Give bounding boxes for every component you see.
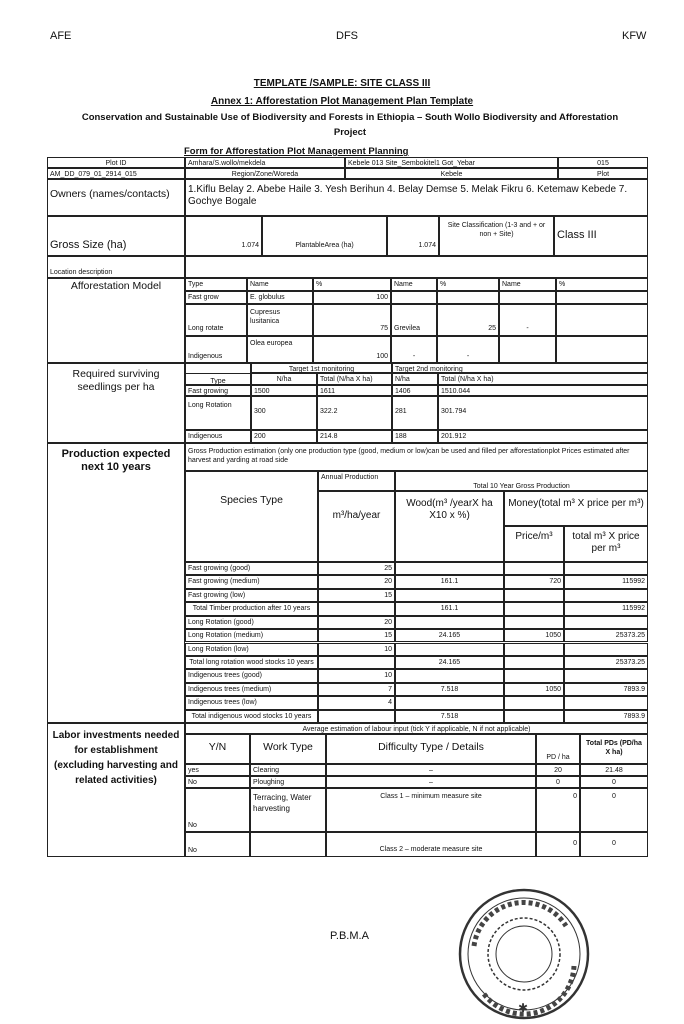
production-row-annual: 15 — [318, 629, 395, 642]
production-row-price: 720 — [504, 575, 564, 588]
production-label: Production expected next 10 years — [47, 443, 185, 723]
production-row-total — [564, 669, 648, 682]
production-row-total: 115992 — [564, 602, 648, 615]
production-row-total — [564, 696, 648, 709]
aff-row-name1: Olea europea — [247, 336, 313, 363]
doc-title: TEMPLATE /SAMPLE: SITE CLASS III — [253, 78, 431, 89]
production-row-wood: 7.518 — [395, 710, 504, 723]
labor-row-detail: – — [326, 764, 536, 776]
production-row-wood: 24.165 — [395, 656, 504, 669]
production-row-annual — [318, 602, 395, 615]
aff-row-pct1: 75 — [313, 304, 391, 336]
wood-header: Wood(m³ /yearX ha X10 x %) — [395, 491, 504, 562]
aff-header-pct3: % — [556, 278, 648, 291]
seedlings-label: Required surviving seedlings per ha — [47, 363, 185, 443]
production-row-species: Indigenous trees (good) — [185, 669, 318, 682]
seed-row-n2: 281 — [392, 396, 438, 430]
labor-row-total: 21.48 — [580, 764, 648, 776]
difficulty-header: Difficulty Type / Details — [326, 734, 536, 764]
production-row-wood: 24.165 — [395, 629, 504, 642]
production-row-species: Indigenous trees (medium) — [185, 683, 318, 696]
production-row-price: 1050 — [504, 629, 564, 642]
production-row-wood: 7.518 — [395, 683, 504, 696]
labor-row-yn: No — [185, 776, 250, 788]
production-row-species: Indigenous trees (low) — [185, 696, 318, 709]
aff-row-type: Fast grow — [185, 291, 247, 304]
header-left: AFE — [50, 30, 72, 42]
labor-row-detail: Class 1 – minimum measure site — [326, 788, 536, 832]
price-header: Price/m³ — [504, 526, 564, 562]
production-row-price: 1050 — [504, 683, 564, 696]
signature-text: P.B.M.A — [330, 930, 369, 942]
production-row-total: 7893.9 — [564, 683, 648, 696]
aff-header-type: Type — [185, 278, 247, 291]
production-row-species: Fast growing (medium) — [185, 575, 318, 588]
seed-row-type: Long Rotation — [185, 396, 251, 430]
header-center: DFS — [336, 30, 358, 42]
aff-row-name2 — [391, 291, 437, 304]
production-row-annual: 25 — [318, 562, 395, 575]
seed-row-t2: 301.794 — [438, 396, 648, 430]
seed-row-n1: 300 — [251, 396, 317, 430]
production-row-price — [504, 669, 564, 682]
aff-row-name1: E. globulus — [247, 291, 313, 304]
plantable-area-value: 1.074 — [387, 216, 439, 256]
production-row-species: Total long rotation wood stocks 10 years — [185, 656, 318, 669]
annex-title: Annex 1: Afforestation Plot Management Plan Template — [210, 96, 474, 107]
labor-row-detail: – — [326, 776, 536, 788]
labor-row-pd: 0 — [536, 776, 580, 788]
kebele-value: Kebele 013 Site_Sembokitel1 Got_Yebar — [345, 157, 558, 168]
form-title: Form for Afforestation Plot Management Planning — [184, 146, 409, 157]
seed-row-n2: 188 — [392, 430, 438, 443]
aff-row-pct1: 100 — [313, 336, 391, 363]
work-type-header: Work Type — [250, 734, 326, 764]
plot-value: 015 — [558, 157, 648, 168]
production-row-total: 7893.9 — [564, 710, 648, 723]
seed-row-n2: 1406 — [392, 385, 438, 396]
labor-row-pd: 0 — [536, 832, 580, 857]
gross-production-header: Total 10 Year Gross Production — [395, 471, 648, 491]
labor-row-pd: 0 — [536, 788, 580, 832]
production-row-species: Total indigenous wood stocks 10 years — [185, 710, 318, 723]
production-row-annual: 7 — [318, 683, 395, 696]
production-row-wood — [395, 589, 504, 602]
aff-header-name1: Name — [247, 278, 313, 291]
svg-text:✱: ✱ — [518, 1001, 529, 1015]
labor-row-total: 0 — [580, 788, 648, 832]
owners-label: Owners (names/contacts) — [47, 179, 185, 216]
aff-row-pct3 — [556, 291, 648, 304]
production-row-annual: 20 — [318, 616, 395, 629]
plot-management-form — [47, 157, 648, 857]
production-row-annual: 20 — [318, 575, 395, 588]
afforestation-model-label: Afforestation Model — [47, 278, 185, 363]
production-row-wood — [395, 562, 504, 575]
production-row-price — [504, 696, 564, 709]
aff-row-name2: - — [391, 336, 437, 363]
production-row-annual: 10 — [318, 643, 395, 656]
production-row-price — [504, 656, 564, 669]
aff-row-pct3 — [556, 304, 648, 336]
production-row-species: Long Rotation (good) — [185, 616, 318, 629]
production-row-annual: 4 — [318, 696, 395, 709]
gross-size-value: 1.074 — [185, 216, 262, 256]
production-row-wood — [395, 669, 504, 682]
labor-row-total: 0 — [580, 776, 648, 788]
production-row-total — [564, 643, 648, 656]
total-price-header: total m³ X price per m³ — [564, 526, 648, 562]
annual-production-header: Annual Production — [318, 471, 395, 491]
production-row-wood: 161.1 — [395, 575, 504, 588]
seed-row-n1: 1500 — [251, 385, 317, 396]
seed-row-type: Indigenous — [185, 430, 251, 443]
aff-row-name3 — [499, 336, 556, 363]
project-title: Conservation and Sustainable Use of Biodiversity and Forests in Ethiopia – South Wollo Biodiversity and Afforestation Project — [81, 112, 619, 138]
production-row-total: 25373.25 — [564, 656, 648, 669]
seed-row-t1: 1611 — [317, 385, 392, 396]
production-row-total: 115992 — [564, 575, 648, 588]
aff-header-name2: Name — [391, 278, 437, 291]
production-row-price — [504, 602, 564, 615]
production-row-total: 25373.25 — [564, 629, 648, 642]
pd-header: PD / ha — [536, 734, 580, 764]
production-row-annual — [318, 710, 395, 723]
production-row-total — [564, 616, 648, 629]
aff-row-pct3 — [556, 336, 648, 363]
production-row-species: Total Timber production after 10 years — [185, 602, 318, 615]
labor-row-yn: No — [185, 832, 250, 857]
aff-header-name3: Name — [499, 278, 556, 291]
aff-row-name3: - — [499, 304, 556, 336]
money-header: Money(total m³ X price per m³) — [504, 491, 648, 526]
production-row-annual: 15 — [318, 589, 395, 602]
seed-header-t2: Total (N/ha X ha) — [438, 373, 648, 385]
production-row-price — [504, 589, 564, 602]
production-row-annual: 10 — [318, 669, 395, 682]
region-value: Amhara/S.wollo/mekdela — [185, 157, 345, 168]
production-rows — [185, 562, 648, 723]
production-row-wood — [395, 643, 504, 656]
aff-row-pct2: 25 — [437, 304, 499, 336]
plot-label: Plot — [558, 168, 648, 179]
plot-id-value: AM_DD_079_01_2914_015 — [47, 168, 185, 179]
seed-row-t2: 1510.044 — [438, 385, 648, 396]
header-right: KFW — [622, 30, 647, 42]
labor-row-yn: yes — [185, 764, 250, 776]
site-class-value: Class III — [554, 216, 648, 256]
seed-row-t1: 214.8 — [317, 430, 392, 443]
location-value — [185, 256, 648, 278]
production-row-price — [504, 562, 564, 575]
labor-row-total: 0 — [580, 832, 648, 857]
seed-header-t1: Total (N/ha X ha) — [317, 373, 392, 385]
owners-value: 1.Kiflu Belay 2. Abebe Haile 3. Yesh Berihun 4. Belay Demse 5. Melak Fikru 6. Ketemaw Kebede 7. Gochye Bogale — [185, 179, 648, 216]
seed-header-n1: N/ha — [251, 373, 317, 385]
seed-row-type: Fast growing — [185, 385, 251, 396]
aff-header-pct1: % — [313, 278, 391, 291]
production-row-species: Long Rotation (medium) — [185, 629, 318, 642]
labor-row-detail: Class 2 – moderate measure site — [326, 832, 536, 857]
seed-header-n2: N/ha — [392, 373, 438, 385]
plot-id-label: Plot ID — [47, 157, 185, 168]
seed-row-t2: 201.912 — [438, 430, 648, 443]
aff-row-name1: Cupresus lusitanica — [247, 304, 313, 336]
seed-row-n1: 200 — [251, 430, 317, 443]
labor-row-work: Terracing, Water harvesting — [250, 788, 326, 832]
production-row-species: Fast growing (low) — [185, 589, 318, 602]
aff-row-type: Indigenous — [185, 336, 247, 363]
region-label: Region/Zone/Woreda — [185, 168, 345, 179]
seed-row-t1: 322.2 — [317, 396, 392, 430]
production-row-total — [564, 589, 648, 602]
aff-row-type: Long rotate — [185, 304, 247, 336]
production-row-species: Long Rotation (low) — [185, 643, 318, 656]
aff-row-name3 — [499, 291, 556, 304]
yn-header: Y/N — [185, 734, 250, 764]
production-row-wood — [395, 616, 504, 629]
unit-header: m³/ha/year — [318, 491, 395, 562]
labor-row-work: Clearing — [250, 764, 326, 776]
aff-row-pct2: - — [437, 336, 499, 363]
production-row-price — [504, 710, 564, 723]
production-row-total — [564, 562, 648, 575]
plantable-area-label: PlantableArea (ha) — [262, 216, 387, 256]
labor-row-work: Ploughing — [250, 776, 326, 788]
production-row-wood — [395, 696, 504, 709]
labor-row-work — [250, 832, 326, 857]
production-row-annual — [318, 656, 395, 669]
aff-row-pct2 — [437, 291, 499, 304]
labor-row-pd: 20 — [536, 764, 580, 776]
aff-header-pct2: % — [437, 278, 499, 291]
production-row-price — [504, 616, 564, 629]
labor-row-yn: No — [185, 788, 250, 832]
target-2-label: Target 2nd monitoring — [392, 363, 648, 373]
production-row-wood: 161.1 — [395, 602, 504, 615]
seed-header-type: Type — [185, 373, 251, 385]
labor-avg-label: Average estimation of labour input (tick Y if applicable, N if not applicable) — [185, 723, 648, 734]
site-class-label: Site Classification (1-3 and + or non + Site) — [439, 216, 554, 256]
production-row-price — [504, 643, 564, 656]
gross-size-label: Gross Size (ha) — [47, 216, 185, 256]
target-1-label: Target 1st monitoring — [251, 363, 392, 373]
aff-row-name2: Grevilea — [391, 304, 437, 336]
labor-label: Labor investments needed for establishment (excluding harvesting and related activities) — [47, 723, 185, 857]
species-type-header: Species Type — [185, 471, 318, 562]
kebele-label: Kebele — [345, 168, 558, 179]
aff-row-pct1: 100 — [313, 291, 391, 304]
production-note: Gross Production estimation (only one production type (good, medium or low)can be used and filled per afforestationplot Prices estimated after harvest and yarding at road side — [185, 443, 648, 471]
total-pd-header: Total PDs (PD/ha X ha) — [580, 734, 648, 764]
official-seal-stamp — [456, 886, 592, 1022]
location-label: Location description — [47, 256, 185, 278]
production-row-species: Fast growing (good) — [185, 562, 318, 575]
